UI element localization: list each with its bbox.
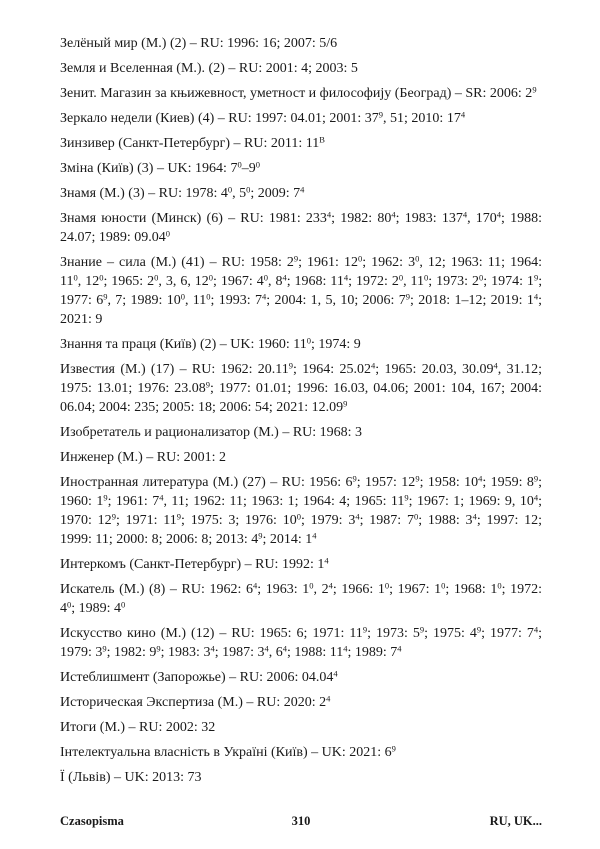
superscript-note: 9 [415, 473, 420, 484]
superscript-note: 4 [324, 555, 329, 566]
entry-text: ; 1962: 3 [362, 255, 416, 270]
superscript-note: 9 [288, 360, 294, 371]
entry-text: Интеркомъ (Санкт-Петербург) – RU: 1992: 1 [60, 557, 325, 572]
superscript-note: В [319, 134, 325, 145]
superscript-note: 9 [404, 492, 409, 503]
periodical-entry [60, 473, 542, 549]
superscript-note: 4 [371, 360, 376, 371]
superscript-note: 0 [478, 272, 484, 283]
superscript-note: 4 [493, 360, 498, 371]
entry-text: ; 1964: 25.02 [293, 362, 371, 377]
entry-text: ; 1967: 1 [389, 582, 442, 597]
entry-text: ; 1973: 2 [428, 274, 479, 289]
superscript-note: 9 [378, 109, 384, 120]
superscript-note: 0 [255, 159, 260, 170]
entry-text: Инженер (М.) – RU: 2001: 2 [60, 450, 227, 465]
entry-text: –9 [241, 161, 256, 176]
superscript-note: 9 [103, 492, 108, 503]
superscript-note: 0 [73, 272, 78, 283]
entry-text: ; 1989: 4 [71, 601, 122, 616]
superscript-note: 0 [306, 335, 311, 346]
entry-text: ; 1988: 24.07; 1989: 09.04 [60, 211, 543, 245]
entry-text: ; 1988: 3 [418, 513, 473, 528]
superscript-note: 4 [391, 209, 396, 220]
entry-text: Изобретатель и рационализатор (М.) – RU: 1968: 3 [60, 425, 363, 440]
page-number: 310 [291, 814, 311, 828]
entry-text: Историческая Экспертиза (М.) – RU: 2020: 2 [60, 695, 327, 710]
superscript-note: 4 [252, 580, 258, 591]
entry-text: , 6 [268, 645, 283, 660]
superscript-note: 0 [165, 228, 171, 239]
superscript-note: 9 [476, 624, 482, 635]
entry-text: ; 1961: 7 [107, 494, 160, 509]
periodical-entry [60, 360, 542, 417]
superscript-note: 4 [261, 291, 267, 302]
entry-text: ; 1979: 3 [60, 626, 543, 660]
entry-text: Знамя (М.) (3) – RU: 1978: 4 [60, 186, 228, 201]
entry-text: ; 1982: 9 [106, 645, 157, 660]
periodical-entry [60, 580, 542, 618]
entry-text: Зелёный мир (М.) (2) – RU: 1996: 16; 2007: 5/6 [60, 36, 338, 51]
superscript-note: 0 [237, 159, 242, 170]
entry-text: , 31.12; 1975: 13.01; 1976: 23.08 [60, 362, 543, 396]
periodical-entry [60, 693, 542, 712]
superscript-note: 9 [532, 84, 537, 95]
entry-text: ; 1958: 10 [419, 475, 479, 490]
entry-text: ; 1959: 8 [482, 475, 534, 490]
periodical-entry [60, 253, 542, 329]
periodical-entry [60, 335, 542, 354]
periodical-entry [60, 59, 542, 78]
superscript-note: 9 [391, 743, 396, 754]
superscript-note: 0 [67, 599, 72, 610]
superscript-note: 4 [326, 209, 332, 220]
superscript-note: 9 [156, 643, 161, 654]
superscript-note: 0 [309, 580, 314, 591]
entry-text: ; 1960: 1 [60, 475, 543, 509]
superscript-note: 4 [496, 209, 502, 220]
entry-text: ; 1982: 80 [331, 211, 392, 226]
entry-text: ; 1977: 7 [481, 626, 534, 641]
superscript-note: 4 [326, 693, 331, 704]
superscript-note: 9 [533, 473, 539, 484]
entry-text: , 3, 6, 12 [158, 274, 209, 289]
superscript-note: 4 [533, 492, 539, 503]
entry-text: ; 1977: 6 [60, 274, 543, 308]
superscript-note: 4 [159, 492, 164, 503]
entry-text: , 12; 1963: 11; 1964: 11 [60, 255, 542, 289]
periodical-entry [60, 34, 542, 53]
superscript-note: 9 [103, 291, 108, 302]
entry-text: ; 1968: 11 [286, 274, 344, 289]
entry-text: Зенит. Магазин за књижевност, уметност и философију (Београд) – SR: 2006: 2 [60, 86, 533, 101]
entry-text: , 11 [403, 274, 425, 289]
entry-text: ; 1993: 7 [210, 293, 262, 308]
entry-text: , 12 [77, 274, 100, 289]
entry-text: ; 1972: 2 [348, 274, 399, 289]
bibliography-entries [60, 34, 542, 793]
footer-section-title: Czasopisma [60, 814, 124, 828]
superscript-note: 4 [282, 643, 287, 654]
superscript-note: 4 [460, 109, 466, 120]
entry-text: ; 2014: 1 [262, 532, 313, 547]
superscript-note: 9 [111, 511, 116, 522]
entry-text: Истеблишмент (Запорожье) – RU: 2006: 04.04 [60, 670, 334, 685]
superscript-note: 4 [397, 643, 402, 654]
entry-text: , 170 [467, 211, 497, 226]
superscript-note: 4 [533, 624, 539, 635]
entry-text: Итоги (М.) – RU: 2002: 32 [60, 720, 216, 735]
superscript-note: 4 [282, 272, 287, 283]
entry-text: , 7; 1989: 10 [107, 293, 181, 308]
superscript-note: 0 [296, 511, 301, 522]
entry-text: , 8 [267, 274, 283, 289]
entry-text: ; 1997: 12; 1999: 11; 2000: 8; 2006: 8; 2013: 4 [60, 513, 543, 547]
entry-text: ; 1967: 4 [213, 274, 264, 289]
superscript-note: 0 [497, 580, 502, 591]
entry-text: ; 1974: 9 [311, 337, 361, 352]
superscript-note: 4 [264, 643, 269, 654]
entry-text: ; 1961: 12 [298, 255, 358, 270]
entry-text: ; 1983: 3 [160, 645, 211, 660]
periodical-entry [60, 159, 542, 178]
entry-text: , 11 [184, 293, 207, 308]
periodical-entry [60, 184, 542, 203]
superscript-note: 0 [398, 272, 404, 283]
entry-text: Знамя юности (Минск) (6) – RU: 1981: 233 [60, 211, 327, 226]
superscript-note: 9 [293, 253, 299, 264]
entry-text: Ї (Львів) – UK: 2013: 73 [60, 770, 202, 785]
superscript-note: 0 [246, 184, 251, 195]
entry-text: ; 1967: 1; 1969: 9, 10 [408, 494, 534, 509]
entry-text: ; 1979: 3 [300, 513, 356, 528]
entry-text: Искусство кино (М.) (12) – RU: 1965: 6; 1971: 11 [60, 626, 363, 641]
entry-text: ; 1987: 3 [214, 645, 265, 660]
entry-text: ; 1965: 2 [103, 274, 155, 289]
periodical-entry [60, 743, 542, 762]
entry-text: Иностранная литература (М.) (27) – RU: 1956: 6 [60, 475, 353, 490]
superscript-note: 9 [405, 291, 411, 302]
entry-text: Знання та праця (Київ) (2) – UK: 1960: 11 [60, 337, 307, 352]
entry-text: ; 1972: 4 [60, 582, 543, 616]
entry-text: Знание – сила (М.) (41) – RU: 1958: 2 [60, 255, 294, 270]
entry-text: ; 1968: 1 [445, 582, 498, 597]
entry-text: ; 1966: 1 [332, 582, 385, 597]
superscript-note: 0 [424, 272, 429, 283]
entry-text: ; 1965: 20.03, 30.09 [375, 362, 494, 377]
superscript-note: 4 [328, 580, 333, 591]
periodical-entry [60, 109, 542, 128]
entry-text: ; 1977: 01.01; 1996: 16.03, 04.06; 2001: 104, 167; 2004: 06.04; 2004: 235; 2005: 18; 2006: 54; 2021: 12.09 [60, 381, 543, 415]
superscript-note: 9 [205, 379, 211, 390]
superscript-note: 0 [154, 272, 159, 283]
entry-text: ; 2018: 1–12; 2019: 1 [410, 293, 534, 308]
entry-text: Земля и Вселенная (М.). (2) – RU: 2001: 4; 2003: 5 [60, 61, 358, 76]
superscript-note: 4 [300, 184, 305, 195]
entry-text: ; 2021: 9 [60, 293, 543, 327]
periodical-entry [60, 134, 542, 153]
entry-text: , 2 [313, 582, 329, 597]
entry-text: ; 1989: 7 [347, 645, 398, 660]
entry-text: ; 1974: 1 [483, 274, 534, 289]
superscript-note: 9 [362, 624, 368, 635]
superscript-note: 9 [352, 473, 357, 484]
entry-text: Інтелектуальна власність в Україні (Київ) – UK: 2021: 6 [60, 745, 392, 760]
superscript-note: 9 [343, 398, 348, 409]
page-footer [60, 814, 542, 832]
entry-text: , 51; 2010: 17 [383, 111, 461, 126]
entry-text: ; 2009: 7 [250, 186, 301, 201]
entry-text: ; 1971: 11 [115, 513, 177, 528]
superscript-note: 0 [357, 253, 363, 264]
superscript-note: 0 [413, 511, 419, 522]
periodical-entry [60, 84, 542, 103]
superscript-note: 0 [441, 580, 446, 591]
periodical-entry [60, 718, 542, 737]
superscript-note: 9 [258, 530, 263, 541]
entry-text: ; 1975: 3; 1976: 10 [181, 513, 297, 528]
superscript-note: 4 [343, 272, 349, 283]
superscript-note: 9 [533, 272, 539, 283]
entry-text: , 11; 1962: 11; 1963: 1; 1964: 4; 1965: 11 [163, 494, 405, 509]
superscript-note: 0 [180, 291, 185, 302]
superscript-note: 0 [263, 272, 268, 283]
entry-text: Зинзивер (Санкт-Петербург) – RU: 2011: 11 [60, 136, 320, 151]
superscript-note: 4 [478, 473, 483, 484]
superscript-note: 0 [227, 184, 233, 195]
entry-text: ; 1970: 12 [60, 494, 543, 528]
entry-text: ; 1963: 1 [257, 582, 310, 597]
entry-text: ; 1957: 12 [356, 475, 416, 490]
superscript-note: 0 [208, 272, 214, 283]
entry-text: ; 2004: 1, 5, 10; 2006: 7 [266, 293, 406, 308]
periodical-entry [60, 624, 542, 662]
entry-text: ; 1987: 7 [359, 513, 414, 528]
entry-text: Зміна (Київ) (3) – UK: 1964: 7 [60, 161, 238, 176]
superscript-note: 9 [176, 511, 182, 522]
entry-text: ; 1975: 4 [424, 626, 477, 641]
footer-languages: RU, UK... [489, 814, 542, 828]
periodical-entry [60, 423, 542, 442]
superscript-note: 9 [102, 643, 107, 654]
superscript-note: 4 [343, 643, 348, 654]
periodical-entry [60, 448, 542, 467]
entry-text: Известия (М.) (17) – RU: 1962: 20.11 [60, 362, 289, 377]
entry-text: ; 1988: 11 [286, 645, 344, 660]
periodical-entry [60, 768, 542, 787]
entry-text: ; 1983: 137 [395, 211, 463, 226]
superscript-note: 4 [355, 511, 360, 522]
entry-text: Искатель (М.) (8) – RU: 1962: 6 [60, 582, 253, 597]
entry-text: , 5 [232, 186, 247, 201]
superscript-note: 9 [419, 624, 425, 635]
periodical-entry [60, 209, 542, 247]
superscript-note: 4 [533, 291, 539, 302]
superscript-note: 4 [210, 643, 215, 654]
entry-text: Зеркало недели (Киев) (4) – RU: 1997: 04.01; 2001: 37 [60, 111, 379, 126]
superscript-note: 0 [99, 272, 104, 283]
superscript-note: 0 [206, 291, 211, 302]
superscript-note: 0 [415, 253, 420, 264]
superscript-note: 4 [462, 209, 468, 220]
periodical-entry [60, 668, 542, 687]
superscript-note: 4 [333, 668, 338, 679]
entry-text: ; 1973: 5 [367, 626, 420, 641]
superscript-note: 0 [384, 580, 390, 591]
superscript-note: 0 [121, 599, 126, 610]
superscript-note: 4 [472, 511, 477, 522]
superscript-note: 4 [312, 530, 317, 541]
periodical-entry [60, 555, 542, 574]
